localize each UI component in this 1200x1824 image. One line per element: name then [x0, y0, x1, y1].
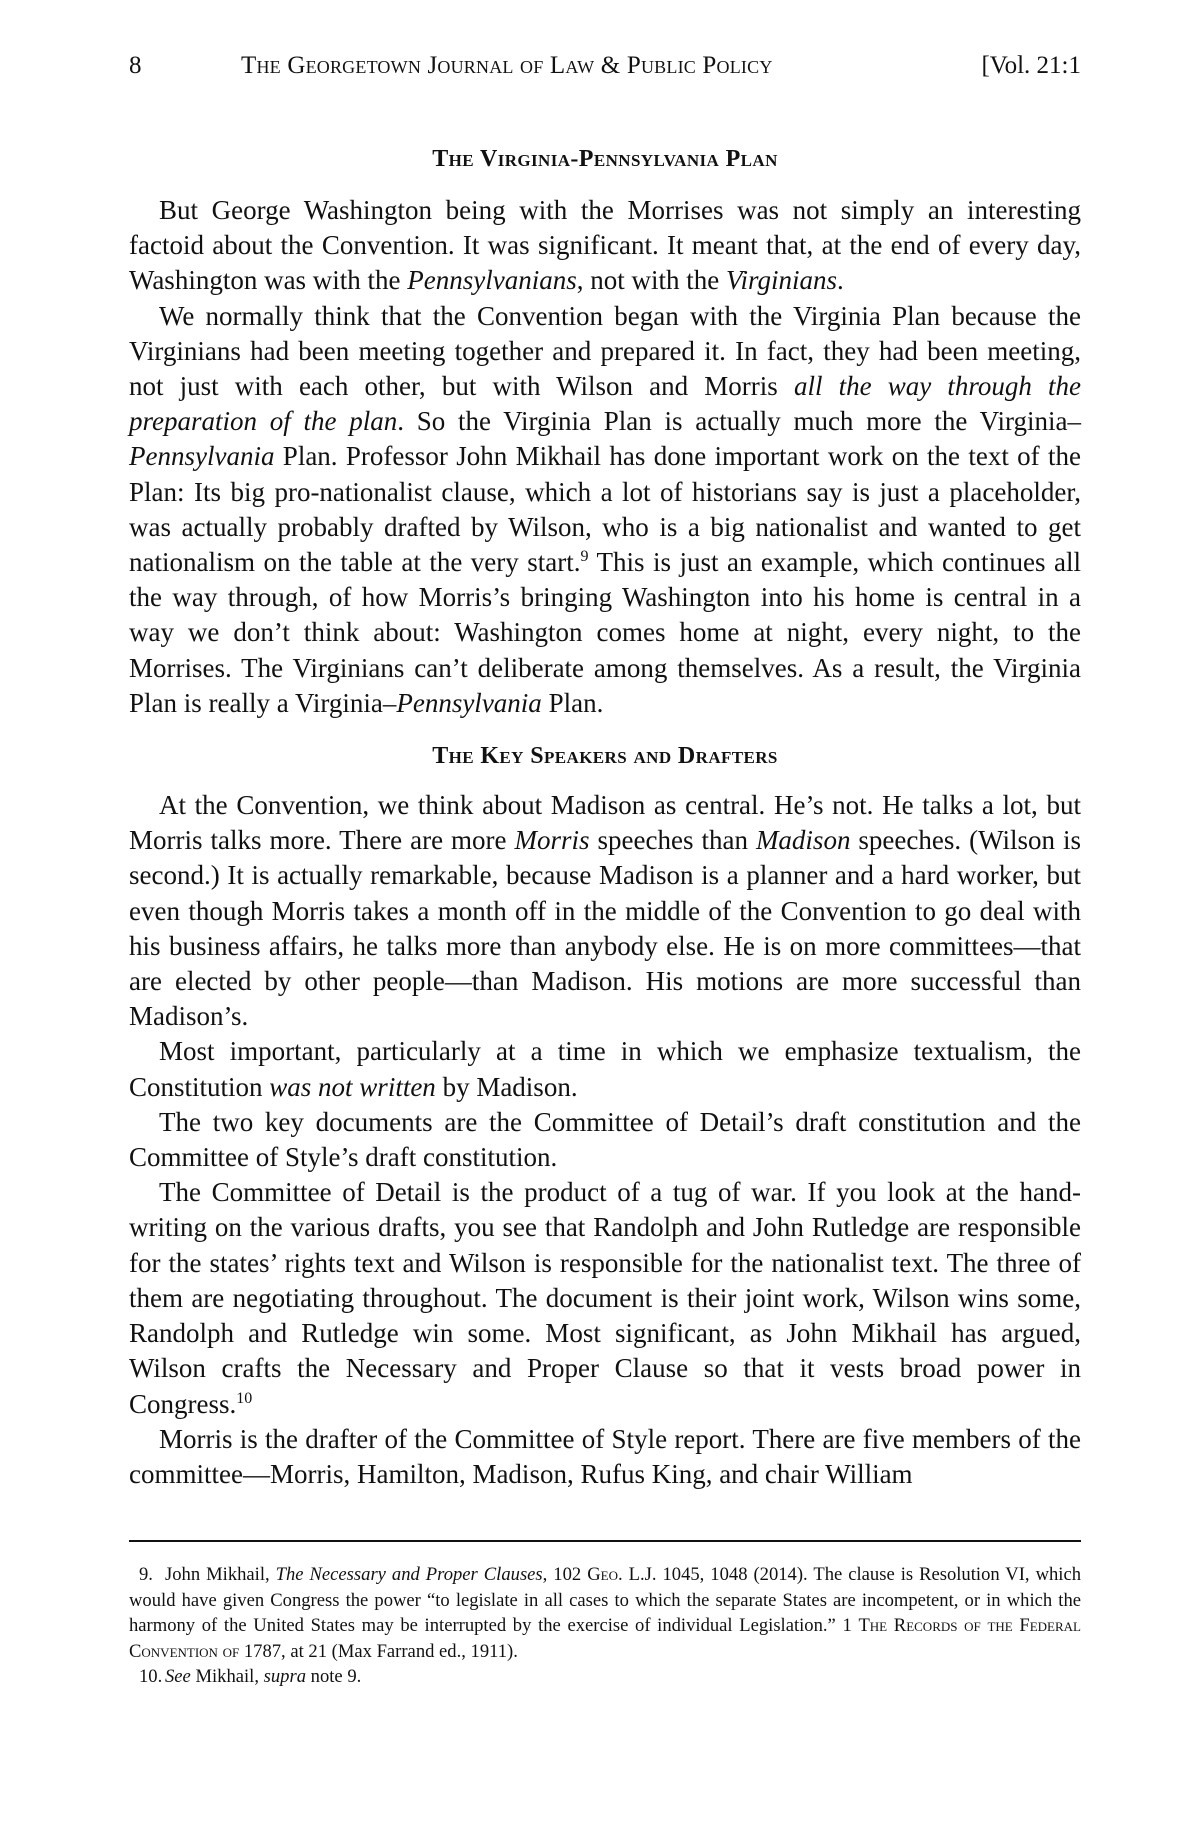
paragraph: At the Convention, we think about Madison as central. He’s not. He talks a lot, but Morris talks more. There are more Morris speeches than Madison speeches. (Wilson is second.) It is actually remarkable, because Madison is a planner and a hard worker, but even though Morris takes a month off in the middle of the Convention to go deal with his business affairs, he talks more than anybody else. He is on more committees—that are elected by other people—than Madison. His motions are more successful than Madison’s. [129, 790, 1082, 1032]
paragraph: Morris is the drafter of the Committee of Style report. There are five members of the committee—Morris, Hamilton, Madison, Rufus King, and chair William [129, 1423, 1081, 1489]
section-heading-key-speakers-and-drafters: The Key Speakers and Drafters [432, 743, 778, 770]
footnote-10: 10. See Mikhail, supra note 9. [139, 1666, 362, 1688]
page-number: 8 [129, 52, 142, 79]
paragraph: The two key documents are the Committee of Detail’s draft constitution and the Committee of Style’s draft constitution. [129, 1106, 1081, 1173]
footnote-9: 9. John Mikhail, The Necessary and Proper Clauses, 102 Geo. L.J. 1045, 1048 (2014). The clause is Resolution VI, which would have given Congress the power “to legislate in all cases to which the separate States are incompetent, or in which the harmony of the United States may be interrupted by the exercise of individual Legislation.” 1 The Records of the Federal Convention of 1787, at 21 (Max Farrand ed., 1911). [129, 1564, 1082, 1662]
footnote-ref-10[interactable]: 10 [236, 1389, 253, 1407]
journal-title: The Georgetown Journal of Law & Public Policy [241, 52, 773, 79]
paragraph: We normally think that the Convention began with the Virginia Plan because the Virginians had been meeting together and prepared it. In fact, they had been meeting, not just with each other, but with Wilson and Morris all the way through the preparation of the plan. So the Virginia Plan is actually much more the Virginia–Pennsylvania Plan. Professor John Mikhail has done important work on the text of the Plan: Its big pro-nationalist clause, which a lot of historians say is just a placeholder, was actually probably drafted by Wilson, who is a big nationalist and wanted to get nationalism on the table at the very start.$^9$ This is just an example, which continues all the way through, of how Morris’s bringing Washington into his home is central in a way we don’t think about: Washington comes home at night, every night, to the Morrises. The Virginians can’t deliberate among themselves. As a result, the Virginia Plan is really a Virginia–Pennsylvania Plan. [129, 300, 1081, 718]
section-heading-virginia-pennsylvania-plan: The Virginia-Pennsylvania Plan [432, 146, 778, 172]
paragraph: The Committee of Detail is the product of a tug of war. If you look at the handwriting on the various drafts, you see that Randolph and John Rutledge are responsible for the states’ rights text and Wilson is responsible for the nationalist text. The three of them are negotiating throughout. The document is their joint work, Wilson wins some, Randolph and Rutledge win some. Most significant, as John Mikhail has argued, Wilson crafts the Necessary and Proper Clause so that it vests broad power in Congress.$^{10}$ [129, 1177, 1081, 1419]
running-header [129, 44, 1081, 84]
footnote-ref-9[interactable]: 9 [580, 548, 589, 566]
journal-page [129, 44, 1081, 1690]
paragraph: Most important, particularly at a time in which we emphasize textualism, the Constitution was not written by Madison. [129, 1036, 1081, 1102]
paragraph: But George Washington being with the Morrises was not simply an interesting factoid about the Convention. It was significant. It meant that, at the end of every day, Washington was with the Pennsylvanians, not with the Virginians. [129, 195, 1081, 296]
volume-label: [Vol. 21:1 [981, 52, 1081, 79]
footnote-divider [129, 1540, 1081, 1542]
